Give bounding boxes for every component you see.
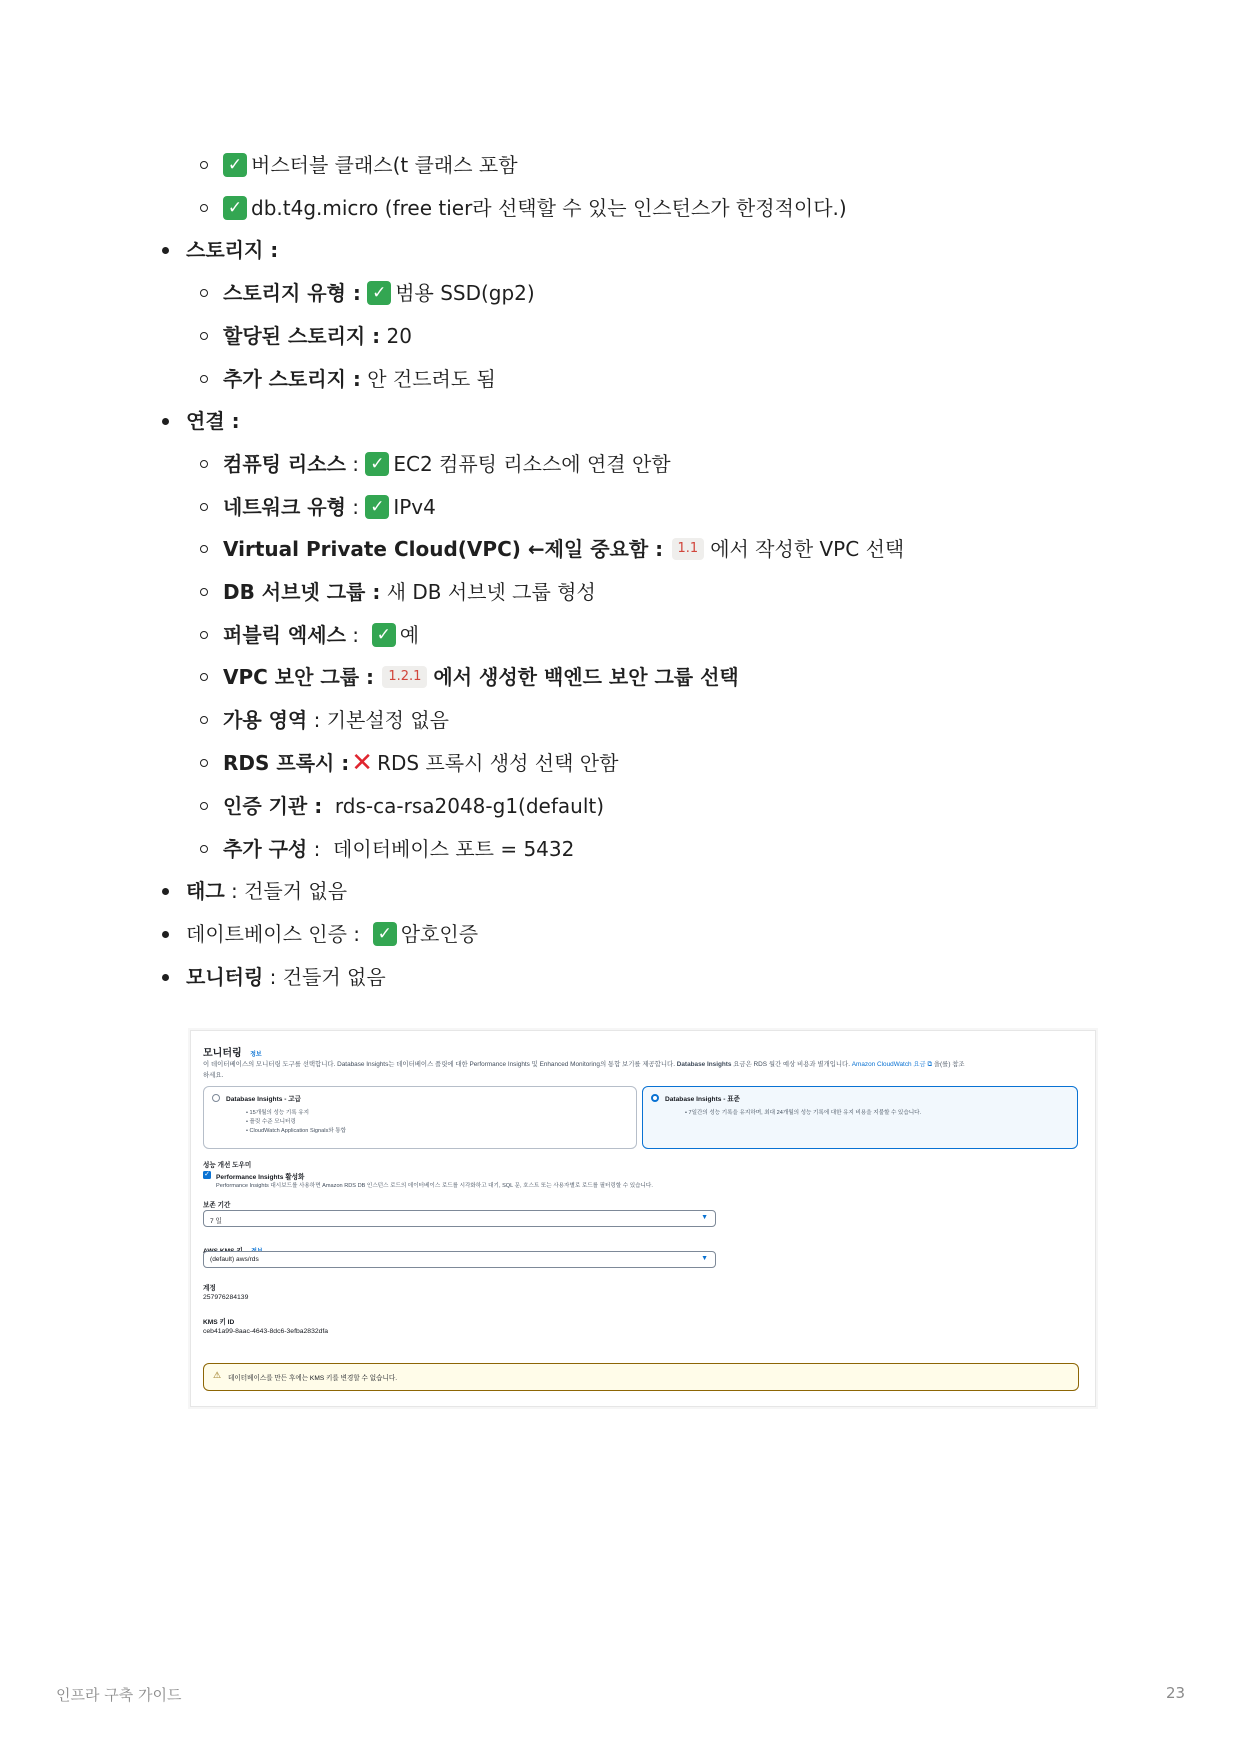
item-label: 가용 영역 xyxy=(223,708,308,732)
radio-standard[interactable] xyxy=(651,1094,659,1102)
page-number: 23 xyxy=(1166,1684,1186,1702)
item-value: IPv4 xyxy=(393,495,436,519)
caret-down-icon: ▼ xyxy=(701,1255,708,1262)
card-item: • CloudWatch Application Signals와 통합 xyxy=(246,1128,347,1134)
retention-value: 7 일 xyxy=(210,1218,222,1225)
list-item-storage xyxy=(186,235,278,265)
list-item-ca xyxy=(223,791,604,821)
console-title: 모니터링 xyxy=(203,1048,242,1059)
check-icon: ✓ xyxy=(365,452,389,476)
section-label: 스토리지 : xyxy=(186,238,279,262)
info-link[interactable]: 정보 xyxy=(250,1052,262,1058)
console-description-2: 하세요. xyxy=(203,1072,224,1079)
item-label: Virtual Private Cloud(VPC) ←제일 중요함 : xyxy=(223,537,664,561)
list-item-monitoring xyxy=(186,962,386,992)
list-item-additional xyxy=(223,364,496,394)
list-item-storage-type xyxy=(223,278,535,308)
retention-label: 보존 기간 xyxy=(203,1202,231,1209)
console-monitoring-screenshot xyxy=(190,1030,1096,1407)
kms-value: (default) aws/rds xyxy=(210,1256,259,1263)
kms-id-label: KMS 키 ID xyxy=(203,1319,235,1326)
list-item-burstable xyxy=(223,150,518,180)
caret-down-icon: ▼ xyxy=(701,1214,708,1221)
list-item-public xyxy=(223,620,419,650)
desc-text: 이 데이터베이스의 모니터링 도구를 선택합니다. Database Insights는 데이터베이스 플릿에 대한 Performance Insights 및 Enhanced Monitoring의 통합 보기를 제공합니다. xyxy=(203,1061,675,1068)
item-label: 모니터링 xyxy=(186,965,264,989)
item-value: 20 xyxy=(380,324,412,348)
insights-standard-card[interactable] xyxy=(642,1086,1078,1149)
card-item-text: 플릿 수준 모니터링 xyxy=(249,1119,296,1125)
desc-text-c: 을(를) 참조 xyxy=(933,1061,965,1068)
console-description xyxy=(203,1059,965,1069)
card-item-text: CloudWatch Application Signals와 통합 xyxy=(249,1128,347,1134)
item-label: 컴퓨팅 리소스 xyxy=(223,452,346,476)
item-label: 추가 스토리지 : xyxy=(223,367,361,391)
item-label: 데이트베이스 인증 : xyxy=(186,922,373,946)
list-item-tag xyxy=(186,876,347,906)
kms-id-value: ceb41a99-8aac-4643-8dc6-3efba2832dfa xyxy=(203,1328,329,1335)
item-value: : 기본설정 없음 xyxy=(307,708,449,732)
check-icon: ✓ xyxy=(367,281,391,305)
retention-select[interactable] xyxy=(203,1210,716,1227)
card-item-text: 7일간의 성능 기록을 유지하며, 최대 24개월의 성능 기록에 대한 유지 비용을 지불할 수 있습니다. xyxy=(688,1110,922,1116)
kms-select[interactable] xyxy=(203,1251,716,1268)
check-icon: ✓ xyxy=(223,196,247,220)
item-label: 스토리지 유형 : xyxy=(223,281,361,305)
item-text: db.t4g.micro (free tier라 선택할 수 있는 인스턴스가 한정적이다.) xyxy=(251,196,847,220)
perf-insights-desc: Performance Insights 대시보드를 사용하면 Amazon RDS DB 인스턴스 로드의 데이터베이스 로드를 시각화하고 대기, SQL 문, 호스트 또는 사용자별로 로드를 필터링할 수 있습니다. xyxy=(216,1183,653,1189)
item-label: 할당된 스토리지 : xyxy=(223,324,381,348)
perf-insights-checkbox[interactable]: ✓ xyxy=(204,1171,210,1178)
separator: : xyxy=(345,623,372,647)
card-item-text: 15개월의 성능 기록 유지 xyxy=(249,1110,310,1116)
separator: : xyxy=(345,495,366,519)
item-text: 버스터블 클래스(t 클래스 포함 xyxy=(251,153,518,177)
check-icon: ✓ xyxy=(372,623,396,647)
insights-advanced-card[interactable] xyxy=(203,1086,637,1149)
item-value: rds-ca-rsa2048-g1(default) xyxy=(322,794,605,818)
item-label: 태그 xyxy=(186,879,225,903)
card-item: • 7일간의 성능 기록을 유지하며, 최대 24개월의 성능 기록에 대한 유지 비용을 지불할 수 있습니다. xyxy=(685,1110,922,1116)
item-value: 범용 SSD(gp2) xyxy=(395,281,535,305)
list-item-subnet xyxy=(223,577,596,607)
cross-icon: ✕ xyxy=(351,748,374,778)
item-value: : 건들거 없음 xyxy=(263,965,386,989)
card-title: Database Insights - 고급 xyxy=(226,1096,302,1103)
radio-advanced[interactable] xyxy=(212,1094,220,1102)
list-item-connect xyxy=(186,406,240,436)
list-item-proxy xyxy=(223,748,618,778)
desc-bold: Database Insights xyxy=(676,1061,732,1068)
item-value: : 데이터베이스 포트 = 5432 xyxy=(307,837,575,861)
card-title: Database Insights - 표준 xyxy=(665,1096,741,1103)
item-value: 암호인증 xyxy=(400,922,479,946)
item-label: RDS 프록시 : xyxy=(223,751,350,775)
item-value: 예 xyxy=(399,623,420,647)
list-item-extra xyxy=(223,834,574,864)
warning-text: 데이터베이스를 만든 후에는 KMS 키를 변경할 수 없습니다. xyxy=(228,1375,398,1382)
item-value: 안 건드려도 됨 xyxy=(360,367,496,391)
item-label: 네트워크 유형 xyxy=(223,495,346,519)
list-item-auth xyxy=(186,919,478,949)
account-value: 257976284139 xyxy=(203,1294,249,1301)
list-item-vpc xyxy=(223,534,904,564)
card-item: • 플릿 수준 모니터링 xyxy=(246,1119,296,1125)
item-label: 퍼블릭 엑세스 xyxy=(223,623,346,647)
section-reference-link[interactable]: 1.1 xyxy=(672,538,705,560)
list-item-allocated xyxy=(223,321,412,351)
footer-title: 인프라 구축 가이드 xyxy=(56,1686,182,1704)
item-value: 에서 생성한 백엔드 보안 그룹 선택 xyxy=(433,665,739,689)
item-label: 인증 기관 : xyxy=(223,794,323,818)
item-value: EC2 컴퓨팅 리소스에 연결 안함 xyxy=(393,452,671,476)
perf-section-label: 성능 개선 도우미 xyxy=(203,1162,252,1169)
card-item: • 15개월의 성능 기록 유지 xyxy=(246,1110,310,1116)
check-icon: ✓ xyxy=(373,922,397,946)
pricing-link[interactable]: Amazon CloudWatch 요금 xyxy=(851,1061,926,1068)
item-value: RDS 프록시 생성 선택 안함 xyxy=(377,751,619,775)
item-value: : 건들거 없음 xyxy=(224,879,348,903)
perf-insights-label: Performance Insights 활성화 xyxy=(216,1174,305,1181)
item-label: 추가 구성 xyxy=(223,837,308,861)
external-link-icon: ⧉ xyxy=(927,1061,933,1068)
section-reference-link[interactable]: 1.2.1 xyxy=(382,666,427,688)
list-item-security-group xyxy=(223,662,739,692)
warning-icon: ⚠ xyxy=(213,1370,222,1380)
section-label: 연결 : xyxy=(186,409,240,433)
check-icon: ✓ xyxy=(365,495,389,519)
account-label: 계정 xyxy=(203,1285,216,1292)
item-label: VPC 보안 그룹 : xyxy=(223,665,374,689)
list-item-network xyxy=(223,492,436,522)
separator: : xyxy=(345,452,366,476)
list-item-compute xyxy=(223,449,671,479)
list-item-az xyxy=(223,705,449,735)
item-value: 에서 작성한 VPC 선택 xyxy=(710,537,905,561)
check-icon: ✓ xyxy=(223,153,247,177)
kms-warning-alert xyxy=(203,1363,1079,1391)
list-item-micro xyxy=(223,193,847,223)
item-label: DB 서브넷 그룹 : xyxy=(223,580,381,604)
desc-text-b: 요금은 RDS 월간 예상 비용과 별개입니다. xyxy=(733,1061,850,1068)
item-value: 새 DB 서브넷 그룹 형성 xyxy=(380,580,596,604)
